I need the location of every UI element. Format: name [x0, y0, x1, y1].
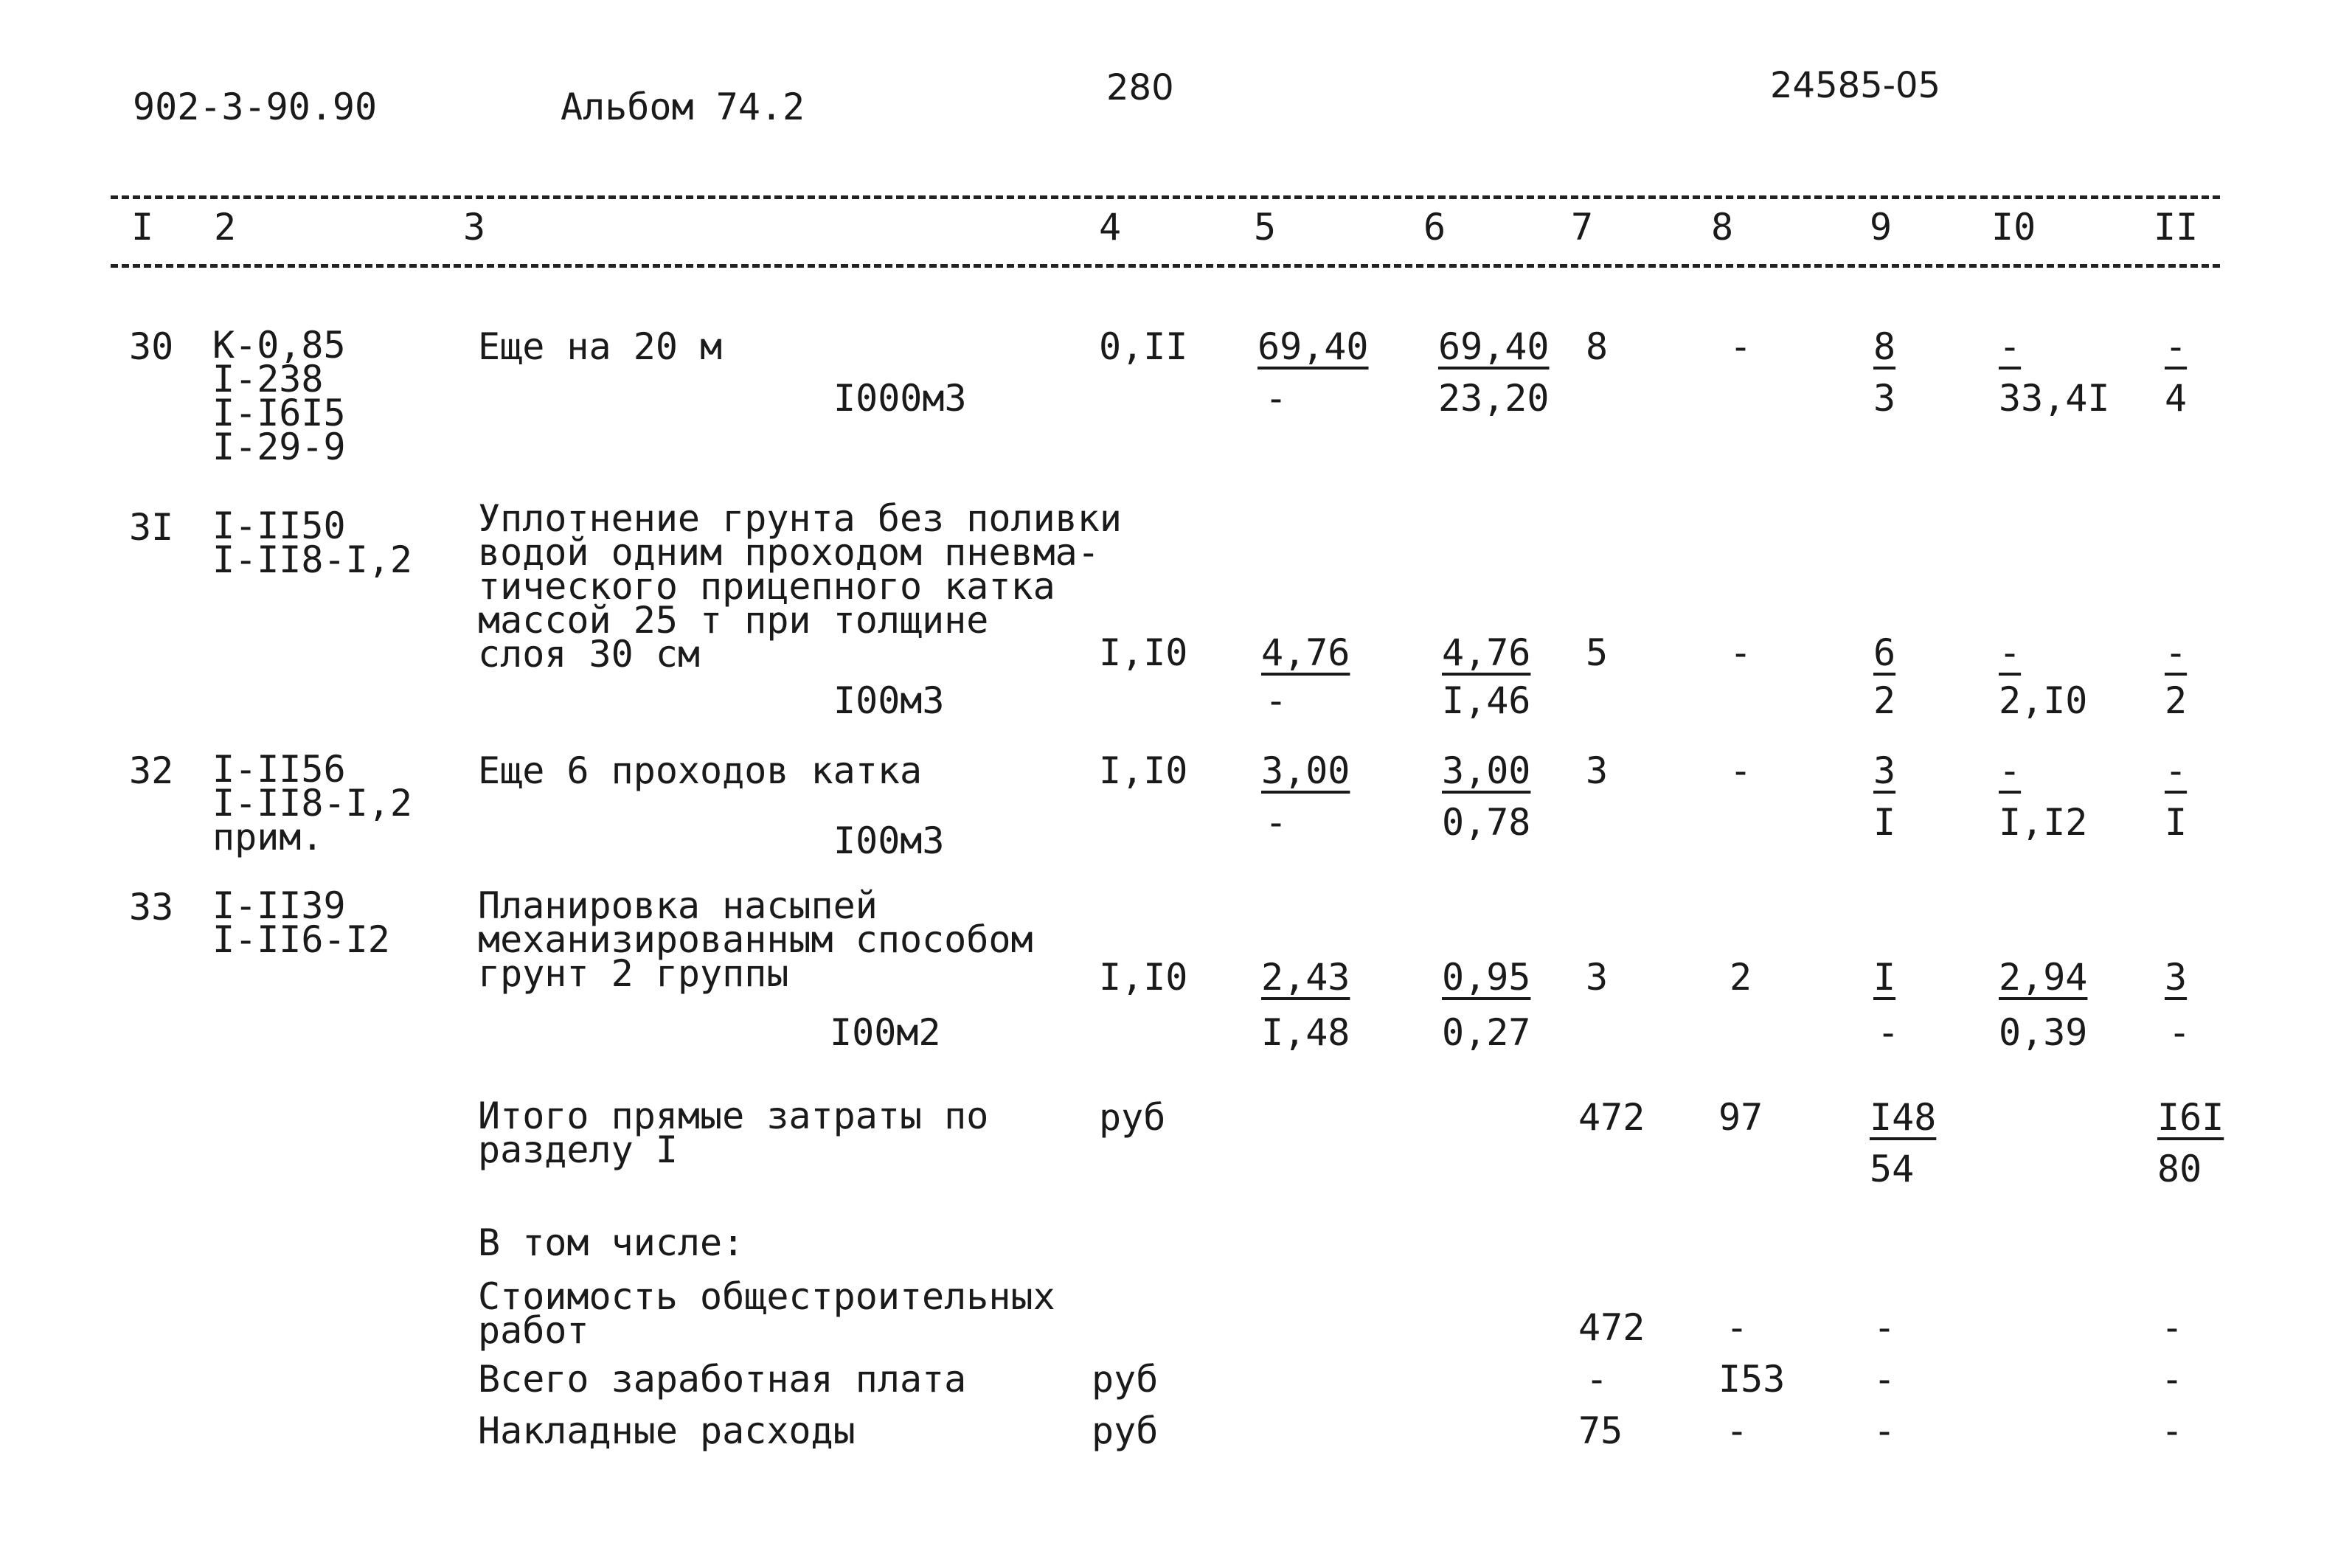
col7-value: 5 [1586, 631, 1609, 674]
col8-value: - [1730, 325, 1752, 368]
totals-col11-bottom: 80 [2157, 1148, 2202, 1190]
work-description: Еще на 20 м [478, 325, 723, 368]
column-header-4: 4 [1099, 206, 1122, 249]
unit-of-measure: I00м3 [833, 819, 945, 862]
unit-of-measure: I000м3 [833, 377, 967, 420]
quantity: 0,II [1099, 325, 1188, 368]
breakdown-label: Накладные расходы [478, 1409, 856, 1452]
album-label: Альбом 74.2 [561, 86, 805, 128]
col6-bottom: 0,78 [1442, 801, 1531, 844]
col11-top: 3 [2165, 956, 2188, 999]
col5-bottom: - [1265, 801, 1288, 844]
row-number: 3I [129, 506, 174, 549]
column-header-5: 5 [1254, 206, 1277, 249]
col6-top: 69,40 [1438, 325, 1550, 368]
col5-top: 3,00 [1261, 749, 1350, 792]
col11-top: - [2165, 325, 2188, 368]
row-number: 33 [129, 886, 174, 929]
col11-bottom: 4 [2165, 377, 2188, 420]
col9-top: 6 [1873, 631, 1896, 674]
col6-bottom: I,46 [1442, 679, 1531, 722]
totals-col9-top: I48 [1870, 1096, 1937, 1139]
totals-col8: 97 [1718, 1096, 1763, 1139]
col6-bottom: 0,27 [1442, 1011, 1531, 1054]
breakdown-col9: - [1873, 1409, 1896, 1452]
col10-top: - [1999, 631, 2022, 674]
including-label: В том числе: [478, 1221, 745, 1264]
breakdown-col8: I53 [1718, 1358, 1786, 1401]
totals-col9-bottom: 54 [1870, 1148, 1915, 1190]
col9-bottom: 3 [1873, 377, 1896, 420]
header-rule-bottom [111, 264, 2220, 268]
col8-value: - [1730, 749, 1752, 792]
work-description: Планировка насыпей механизированным способом грунт 2 группы [478, 884, 1033, 995]
breakdown-col9: - [1873, 1358, 1896, 1401]
column-header-2: 2 [214, 206, 237, 249]
col6-top: 3,00 [1442, 749, 1531, 792]
totals-unit: руб [1099, 1096, 1166, 1139]
col8-value: 2 [1730, 956, 1752, 999]
norm-codes: I-II56 I-II8-I,2 прим. [212, 748, 412, 858]
page-number: 280 [1106, 67, 1174, 108]
col11-top: - [2165, 631, 2188, 674]
col7-value: 3 [1586, 749, 1609, 792]
breakdown-col7: - [1586, 1358, 1609, 1401]
breakdown-col9: - [1873, 1306, 1896, 1349]
quantity: I,I0 [1099, 956, 1188, 999]
col10-bottom: 2,I0 [1999, 679, 2088, 722]
breakdown-unit: руб [1092, 1409, 1159, 1452]
col7-value: 3 [1586, 956, 1609, 999]
breakdown-col8: - [1726, 1409, 1749, 1452]
col9-top: 8 [1873, 325, 1896, 368]
col10-top: - [1999, 325, 2022, 368]
norm-codes: I-II50 I-II8-I,2 [212, 504, 412, 581]
col5-bottom: - [1265, 377, 1288, 420]
col9-top: 3 [1873, 749, 1896, 792]
col10-top: - [1999, 749, 2022, 792]
col6-top: 4,76 [1442, 631, 1531, 674]
col5-bottom: - [1265, 679, 1288, 722]
col10-bottom: I,I2 [1999, 801, 2088, 844]
document-code: 902-3-90.90 [133, 86, 378, 128]
breakdown-unit: руб [1092, 1358, 1159, 1401]
col8-value: - [1730, 631, 1752, 674]
totals-col7: 472 [1578, 1096, 1645, 1139]
header-rule-top [111, 195, 2220, 199]
col6-bottom: 23,20 [1438, 377, 1550, 420]
col11-top: - [2165, 749, 2188, 792]
breakdown-col7: 75 [1578, 1409, 1623, 1452]
col9-bottom: - [1877, 1011, 1900, 1054]
col5-bottom: I,48 [1261, 1011, 1350, 1054]
col7-value: 8 [1586, 325, 1609, 368]
quantity: I,I0 [1099, 749, 1188, 792]
breakdown-col11: - [2161, 1358, 2184, 1401]
col9-top: I [1873, 956, 1896, 999]
column-header-11: II [2154, 206, 2199, 249]
totals-label: Итого прямые затраты по разделу I [478, 1095, 989, 1171]
breakdown-label: Всего заработная плата [478, 1358, 967, 1401]
row-number: 30 [129, 325, 174, 368]
breakdown-col7: 472 [1578, 1306, 1645, 1349]
col11-bottom: I [2165, 801, 2188, 844]
column-header-7: 7 [1571, 206, 1594, 249]
column-header-8: 8 [1711, 206, 1734, 249]
col10-top: 2,94 [1999, 956, 2088, 999]
norm-codes: I-II39 I-II6-I2 [212, 884, 390, 961]
col10-bottom: 0,39 [1999, 1011, 2088, 1054]
breakdown-col11: - [2161, 1306, 2184, 1349]
col5-top: 2,43 [1261, 956, 1350, 999]
column-header-9: 9 [1870, 206, 1893, 249]
totals-col11-top: I6I [2157, 1096, 2224, 1139]
col11-bottom: - [2168, 1011, 2191, 1054]
column-header-1: I [131, 206, 154, 249]
sheet-code: 24585-05 [1770, 65, 1941, 106]
breakdown-col11: - [2161, 1409, 2184, 1452]
unit-of-measure: I00м3 [833, 679, 945, 722]
col6-top: 0,95 [1442, 956, 1531, 999]
column-header-10: I0 [1991, 206, 2036, 249]
breakdown-col8: - [1726, 1306, 1749, 1349]
col5-top: 69,40 [1257, 325, 1369, 368]
quantity: I,I0 [1099, 631, 1188, 674]
breakdown-label: Стоимость общестроительных работ [478, 1275, 1055, 1352]
column-header-6: 6 [1423, 206, 1446, 249]
work-description: Уплотнение грунта без поливки водой одним проходом пневма- тического прицепного катка массой 25 т при толщине слоя 30 см [478, 497, 1122, 676]
column-header-3: 3 [463, 206, 486, 249]
col9-bottom: 2 [1873, 679, 1896, 722]
row-number: 32 [129, 749, 174, 792]
work-description: Еще 6 проходов катка [478, 749, 923, 792]
col10-bottom: 33,4I [1999, 377, 2110, 420]
norm-codes: К-0,85 I-238 I-I6I5 I-29-9 [212, 324, 346, 468]
col9-bottom: I [1873, 801, 1896, 844]
col11-bottom: 2 [2165, 679, 2188, 722]
col5-top: 4,76 [1261, 631, 1350, 674]
unit-of-measure: I00м2 [830, 1011, 941, 1054]
